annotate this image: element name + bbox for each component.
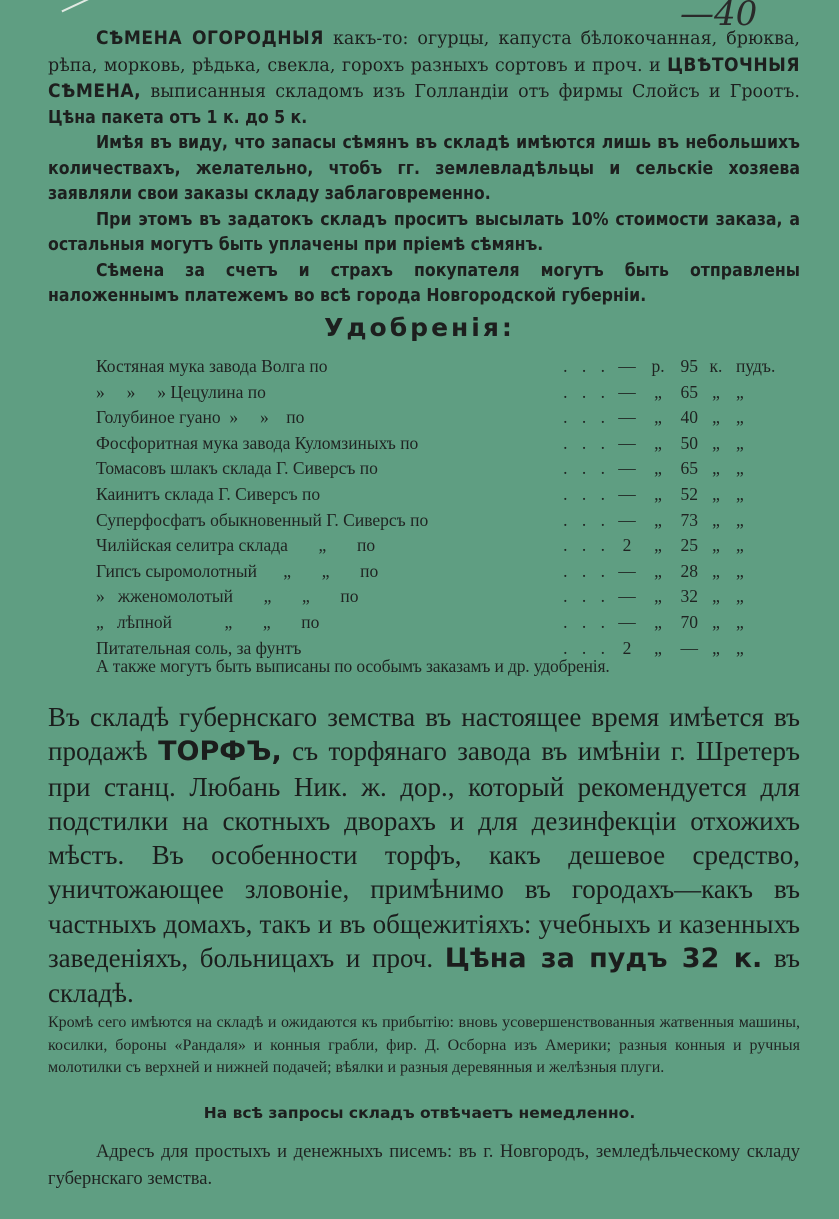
fertilizer-unit: „ bbox=[736, 483, 744, 504]
leader-dots: . . . bbox=[563, 432, 610, 453]
fertilizer-name: Фосфоритная мука завода Куломзиныхъ по bbox=[96, 432, 419, 453]
fertilizer-unit: „ bbox=[736, 381, 744, 402]
fertilizer-rub-mark: „ bbox=[654, 432, 662, 453]
turf-price: Цѣна за пудъ 32 к. bbox=[444, 943, 763, 975]
fertilizer-rub-mark: р. bbox=[651, 356, 665, 376]
turf-text-tail: въ складѣ. bbox=[48, 943, 801, 1009]
fertilizer-unit: „ bbox=[736, 611, 744, 632]
fertilizer-unit: „ bbox=[736, 560, 744, 581]
fertilizers-title: Удобренія: bbox=[324, 313, 515, 342]
fertilizer-rub-mark: „ bbox=[654, 381, 662, 402]
fertilizer-price: 52 bbox=[680, 483, 698, 504]
fertilizer-row bbox=[96, 610, 796, 636]
vegetable-seeds-heading: СѢМЕНА ОГОРОДНЫЯ bbox=[96, 27, 324, 49]
fertilizer-unit: „ bbox=[736, 407, 744, 428]
fertilizer-rubles: — bbox=[618, 586, 636, 607]
fertilizer-name: » жженомолотый „ „ по bbox=[96, 586, 359, 607]
fertilizer-name: Гипсъ сыромолотный „ „ по bbox=[96, 560, 379, 581]
fertilizer-price: 32 bbox=[680, 586, 698, 607]
fertilizer-unit: „ bbox=[736, 637, 744, 658]
fertilizer-unit: „ bbox=[736, 586, 744, 607]
fertilizer-row bbox=[96, 380, 796, 406]
fertilizer-kop-mark: „ bbox=[712, 483, 720, 504]
seeds-paragraph bbox=[48, 26, 800, 131]
leader-dots: . . . bbox=[563, 356, 610, 376]
fertilizer-name: » » » Цецулина по bbox=[96, 381, 266, 402]
vegetable-seeds-text: какъ-то: огурцы, капуста бѣлокочанная, брюква, рѣпа, морковь, рѣдька, свекла, горохъ разныхъ сортовъ и проч. и bbox=[48, 29, 800, 76]
fertilizer-rubles: — bbox=[618, 381, 636, 402]
fertilizer-name: Питательная соль, за фунтъ bbox=[96, 637, 302, 658]
machinery-paragraph: Кромѣ сего имѣются на складѣ и ожидаются къ прибытію: вновь усовершенствованныя жатвенныя машины, косилки, бороны «Рандаля» и конныя грабли, фир. Д. Осборна изъ Америки; разныя конныя и ручныя молотилки съ верхней и нижней подачей; вѣялки и разныя деревянныя и желѣзныя плуги. bbox=[48, 1014, 800, 1076]
fertilizer-name: Чилійская селитра склада „ по bbox=[96, 535, 376, 556]
fertilizer-price: 95 bbox=[680, 356, 698, 376]
fertilizer-row bbox=[96, 456, 796, 482]
fertilizer-rub-mark: „ bbox=[654, 560, 662, 581]
leader-dots: . . . bbox=[563, 381, 610, 402]
fertilizer-price: 28 bbox=[680, 560, 698, 581]
fertilizer-price: 40 bbox=[680, 407, 698, 428]
fertilizer-unit: „ bbox=[736, 509, 744, 530]
scan-mark bbox=[61, 0, 98, 12]
leader-dots: . . . bbox=[563, 407, 610, 428]
turf-text-start: Въ складѣ губернскаго земства въ настоящее время имѣется въ продажѣ bbox=[48, 702, 800, 767]
deposit-paragraph: При этомъ въ задатокъ складъ проситъ высылать 10% стоимости заказа, а остальныя могутъ быть уплачены при пріемѣ сѣмянъ. bbox=[48, 209, 800, 255]
leader-dots: . . . bbox=[563, 483, 610, 504]
fertilizer-rub-mark: „ bbox=[654, 586, 662, 607]
fertilizer-unit: „ bbox=[736, 432, 744, 453]
fertilizer-name: Каинитъ склада Г. Сиверсъ по bbox=[96, 483, 321, 504]
fertilizer-price-list bbox=[96, 354, 796, 661]
fertilizer-rub-mark: „ bbox=[654, 509, 662, 530]
turf-text-body: съ торфянаго завода въ имѣніи г. Шретеръ при станц. Любань Ник. ж. дор., который рекомендуется для подстилки на скотныхъ дворахъ и для дезинфекціи отхожихъ мѣстъ. Въ особенности торфъ, какъ дешевое средство, уничтожающее зловоніе, примѣнимо въ городахъ—какъ въ частныхъ домахъ, такъ и въ общежитіяхъ: учебныхъ и казенныхъ заведеніяхъ, больницахъ и проч. bbox=[48, 736, 800, 974]
fertilizer-name: Голубиное гуано » » по bbox=[96, 407, 305, 428]
leader-dots: . . . bbox=[563, 611, 610, 632]
postal-address: Адресъ для простыхъ и денежныхъ писемъ: въ г. Новгородъ, земледѣльческому складу губернскаго земства. bbox=[48, 1142, 800, 1189]
fertilizer-rubles: — bbox=[618, 560, 636, 581]
fertilizer-name: Костяная мука завода Волга по bbox=[96, 356, 328, 376]
fertilizer-kop-mark: к. bbox=[709, 356, 723, 376]
fertilizer-unit: „ bbox=[736, 458, 744, 479]
page-number: —40 bbox=[680, 0, 758, 34]
fertilizer-row bbox=[96, 405, 796, 431]
leader-dots: . . . bbox=[563, 637, 610, 658]
flower-seeds-heading: ЦВѢТОЧНЫЯ СѢМЕНА, bbox=[48, 53, 800, 102]
reply-notice: На всѣ запросы складъ отвѣчаетъ немедленно. bbox=[203, 1104, 636, 1122]
leader-dots: . . . bbox=[563, 458, 610, 479]
fertilizer-kop-mark: „ bbox=[712, 509, 720, 530]
fertilizer-kop-mark: „ bbox=[712, 560, 720, 581]
fertilizer-unit: пудъ. bbox=[736, 356, 776, 376]
shipping-paragraph: Сѣмена за счетъ и страхъ покупателя могутъ быть отправлены наложеннымъ платежемъ во всѣ города Новгородской губерніи. bbox=[48, 260, 800, 306]
fertilizer-rub-mark: „ bbox=[654, 611, 662, 632]
fertilizer-rubles: — bbox=[618, 611, 636, 632]
flower-seeds-text: выписанныя складомъ изъ Голландіи отъ фирмы Слойсъ и Гроотъ. bbox=[141, 82, 800, 102]
fertilizer-rubles: — bbox=[618, 509, 636, 530]
fertilizer-price: 65 bbox=[680, 381, 698, 402]
fertilizer-name: Суперфосфатъ обыкновенный Г. Сиверсъ по bbox=[96, 509, 429, 530]
fertilizer-row bbox=[96, 533, 796, 559]
fertilizer-rub-mark: „ bbox=[654, 535, 662, 556]
fertilizer-price: 73 bbox=[680, 509, 698, 530]
seeds-section bbox=[48, 26, 800, 310]
fertilizers-note: А также могутъ быть выписаны по особымъ заказамъ и др. удобренія. bbox=[96, 656, 610, 676]
fertilizer-row bbox=[96, 559, 796, 585]
fertilizer-price: 50 bbox=[680, 432, 698, 453]
fertilizer-row bbox=[96, 584, 796, 610]
fertilizer-kop-mark: „ bbox=[712, 407, 720, 428]
fertilizer-name: „ лѣпной „ „ по bbox=[96, 611, 320, 632]
fertilizer-rub-mark: „ bbox=[654, 483, 662, 504]
fertilizer-row bbox=[96, 354, 796, 380]
seed-price: Цѣна пакета отъ 1 к. до 5 к. bbox=[48, 107, 308, 128]
fertilizer-row bbox=[96, 508, 796, 534]
fertilizer-rubles: — bbox=[618, 356, 636, 376]
fertilizer-kop-mark: „ bbox=[712, 432, 720, 453]
fertilizer-unit: „ bbox=[736, 535, 744, 556]
fertilizer-kop-mark: „ bbox=[712, 586, 720, 607]
fertilizer-kop-mark: „ bbox=[712, 381, 720, 402]
fertilizer-rubles: — bbox=[618, 432, 636, 453]
fertilizer-price: 25 bbox=[680, 535, 698, 556]
turf-advertisement bbox=[48, 700, 800, 1011]
fertilizer-row bbox=[96, 431, 796, 457]
fertilizer-rubles: — bbox=[618, 407, 636, 428]
leader-dots: . . . bbox=[563, 509, 610, 530]
fertilizer-rubles: 2 bbox=[622, 637, 632, 658]
fertilizer-kop-mark: „ bbox=[712, 458, 720, 479]
leader-dots: . . . bbox=[563, 586, 610, 607]
fertilizer-price: 70 bbox=[680, 611, 698, 632]
stock-paragraph: Имѣя въ виду, что запасы сѣмянъ въ складѣ имѣются лишь въ небольшихъ количествахъ, желательно, чтобъ гг. землевладѣльцы и сельскіе хозяева заявляли свои заказы складу заблаговременно. bbox=[48, 133, 800, 204]
fertilizer-name: Томасовъ шлакъ склада Г. Сиверсъ по bbox=[96, 458, 378, 479]
fertilizer-rub-mark: „ bbox=[654, 637, 662, 658]
leader-dots: . . . bbox=[563, 560, 610, 581]
turf-word: ТОРФЪ, bbox=[158, 736, 282, 768]
fertilizer-rubles: 2 bbox=[622, 535, 632, 556]
fertilizer-row bbox=[96, 482, 796, 508]
fertilizer-rubles: — bbox=[618, 483, 636, 504]
leader-dots: . . . bbox=[563, 535, 610, 556]
fertilizer-price: 65 bbox=[680, 458, 698, 479]
fertilizer-price: — bbox=[680, 637, 698, 658]
fertilizer-kop-mark: „ bbox=[712, 611, 720, 632]
fertilizer-rubles: — bbox=[618, 458, 636, 479]
fertilizer-rub-mark: „ bbox=[654, 458, 662, 479]
fertilizer-kop-mark: „ bbox=[712, 535, 720, 556]
fertilizer-rub-mark: „ bbox=[654, 407, 662, 428]
fertilizer-kop-mark: „ bbox=[712, 637, 720, 658]
